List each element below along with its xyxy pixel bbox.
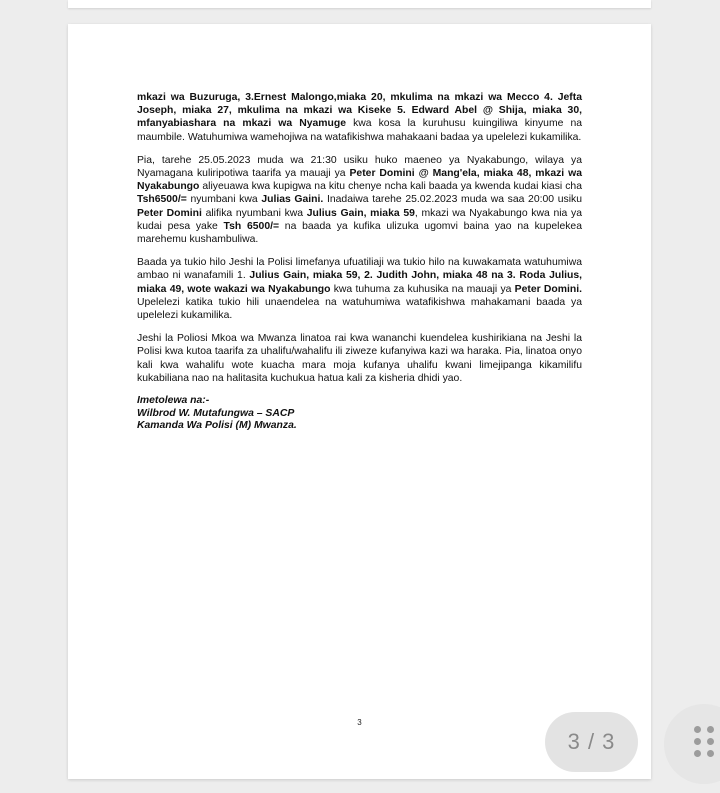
bold-text-run: Tsh6500/= (137, 194, 187, 206)
bold-text-run: Julias Gaini. (261, 194, 324, 206)
page-counter-badge[interactable]: 3 / 3 (545, 712, 638, 772)
text-run: kwa tuhuma za kuhusika na mauaji ya (330, 283, 515, 295)
text-run: kwa kosa la kuruhusu kuingiliwa kinyume na maumbile. Watuhumiwa wamehojiwa na watafikishwa mahakaani badaa ya upelelezi kukamilika. (137, 118, 583, 143)
signature-name: Wilbrod W. Mutafungwa – SACP (137, 407, 295, 419)
dot (694, 726, 701, 733)
text-run: Inadaiwa tarehe 25.02.2023 muda wa saa 20:00 usiku (323, 194, 582, 206)
bold-text-run: mkazi wa Buzuruga, 3.Ernest Malongo,miaka 20, mkulima na mkazi wa Mecco 4. Jefta Joseph, miaka 27, mkulima na mkazi wa Kiseke 5. Edward Abel @ Shija, miaka 30, mfanyabiashara na mkazi wa Nyamuge (137, 92, 582, 130)
text-run: na baada ya kufika ulizuka ugomvi baina yao na kupelekea marehemu kushambuliwa. (137, 220, 582, 246)
previous-page-edge (68, 0, 651, 8)
page-number: 3 (357, 718, 362, 727)
paragraph-1 (137, 91, 582, 144)
text-run: Baada ya tukio hilo Jeshi la Polisi limefanya ufuatiliaji wa tukio hilo na kuwakamata watuhumiwa ambao ni wanafamili 1. (137, 257, 582, 282)
page-content (137, 91, 582, 433)
signature-title: Kamanda Wa Polisi (M) Mwanza. (137, 420, 297, 432)
text-run: Upelelezi katika tukio hili unaendelea na watuhumiwa watafikishwa mahakamani baada ya upelelezi kukamilika. (137, 296, 582, 322)
signature-block (137, 395, 582, 433)
text-run: aliyeuawa kwa kupigwa na kitu chenye ncha kali baada ya kwenda kudai kiasi cha (199, 181, 582, 193)
dot (707, 738, 714, 745)
bold-text-run: Julius Gain, miaka 59 (306, 207, 415, 219)
bold-text-run: Tsh 6500/= (223, 220, 280, 232)
bold-text-run: Peter Domini. (514, 283, 582, 295)
text-run: alifika nyumbani kwa (201, 207, 307, 219)
paragraph-4 (137, 332, 582, 385)
text-run: Pia, tarehe 25.05.2023 muda wa 21:30 usiku huko maeneo ya Nyakabungo, wilaya ya Nyamagana kuliripotiwa taarifa ya mauaji ya (137, 154, 582, 180)
bold-text-run: Julius Gain, miaka 59, 2. Judith John, miaka 48 na 3. Roda Julius, miaka 49, wote wakazi wa Nyakabungo (137, 270, 582, 295)
bold-text-run: Peter Domini @ Mang'ela, miaka 48, mkazi wa Nyakabungo (137, 168, 582, 193)
paragraph-2 (137, 154, 582, 246)
dot (707, 726, 714, 733)
dot (707, 750, 714, 757)
signature-issued-by: Imetolewa na:- (137, 395, 210, 407)
paragraph-3 (137, 256, 582, 322)
bold-text-run: Peter Domini (137, 207, 202, 219)
text-run: Jeshi la Poliosi Mkoa wa Mwanza linatoa rai kwa wananchi kuendelea kushirikiana na Jeshi la Polisi kwa kutoa taarifa za uhalifu/wahalifu ili ziweze kufanyiwa kazi wa haraka. Pia, linatoa onyo kali kwa wahalifu wote kuacha mara moja kufanya uhalifu kwani limejipanga kikamilifu kukabiliana nao na halitasita kuchukua hatua kali za kisheria dhidi yao. (137, 333, 582, 384)
document-page (68, 24, 651, 779)
text-run: , mkazi wa Nyakabungo kwa nia ya kudai pesa yake (137, 207, 583, 232)
dot (694, 750, 701, 757)
text-run: nyumbani kwa (186, 194, 262, 206)
grid-dots-icon[interactable] (664, 704, 720, 784)
dot (694, 738, 701, 745)
